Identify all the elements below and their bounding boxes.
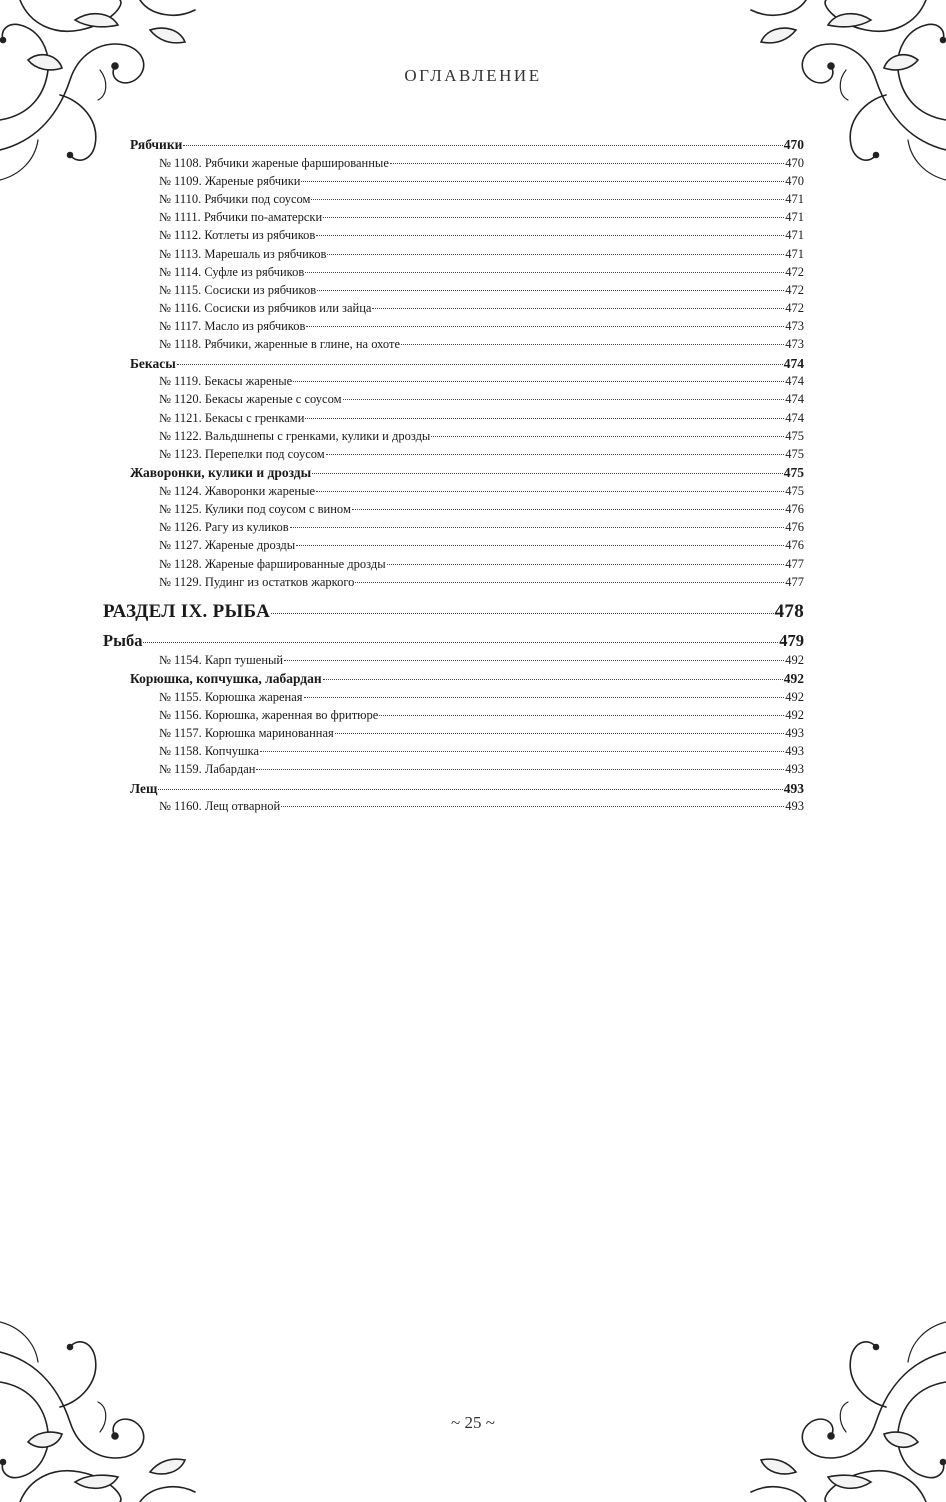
toc-title: Бекасы bbox=[130, 355, 176, 371]
dot-leader bbox=[343, 399, 785, 400]
toc-title: № 1122. Вальдшнепы с гренками, кулики и дрозды bbox=[159, 428, 431, 443]
dot-leader bbox=[401, 344, 784, 345]
dot-leader bbox=[312, 473, 783, 474]
toc-title: № 1160. Лещ отварной bbox=[159, 799, 281, 814]
toc-entry bbox=[130, 575, 804, 593]
dot-leader bbox=[284, 660, 784, 661]
toc-entry bbox=[130, 502, 804, 520]
dot-leader bbox=[305, 418, 784, 419]
toc-page-number: 472 bbox=[785, 282, 804, 297]
toc-title: Рыба bbox=[103, 630, 143, 650]
toc-entry bbox=[130, 799, 804, 817]
dot-leader bbox=[316, 235, 784, 236]
dot-leader bbox=[316, 491, 784, 492]
dot-leader bbox=[301, 181, 784, 182]
toc-title: № 1124. Жаворонки жареные bbox=[159, 483, 316, 498]
toc-entry bbox=[130, 374, 804, 392]
toc-entry bbox=[130, 192, 804, 210]
dot-leader bbox=[281, 806, 784, 807]
toc-page-number: 470 bbox=[785, 155, 804, 170]
toc-sub bbox=[130, 356, 804, 375]
dot-leader bbox=[306, 326, 784, 327]
toc-page-number: 471 bbox=[785, 191, 804, 206]
dot-leader bbox=[387, 564, 785, 565]
toc-title: № 1155. Корюшка жареная bbox=[159, 689, 303, 704]
dot-leader bbox=[323, 217, 784, 218]
dot-leader bbox=[431, 436, 784, 437]
dot-leader bbox=[271, 613, 773, 614]
toc-title: Лещ bbox=[130, 780, 158, 796]
dot-leader bbox=[323, 679, 783, 680]
toc-page-number: 473 bbox=[785, 319, 804, 334]
toc-entry bbox=[130, 337, 804, 355]
toc-entry bbox=[130, 301, 804, 319]
table-of-contents bbox=[103, 137, 804, 817]
dot-leader bbox=[390, 163, 784, 164]
toc-title: № 1156. Корюшка, жаренная во фритюре bbox=[159, 707, 379, 722]
toc-page-number: 472 bbox=[785, 264, 804, 279]
toc-entry bbox=[130, 762, 804, 780]
toc-entry bbox=[130, 247, 804, 265]
dot-leader bbox=[256, 769, 784, 770]
toc-page-number: 474 bbox=[783, 355, 804, 371]
toc-entry bbox=[130, 283, 804, 301]
dot-leader bbox=[143, 642, 778, 643]
toc-entry bbox=[130, 708, 804, 726]
toc-page-number: 477 bbox=[785, 556, 804, 571]
toc-entry bbox=[130, 210, 804, 228]
toc-page-number: 472 bbox=[785, 301, 804, 316]
toc-entry bbox=[130, 228, 804, 246]
toc-sub bbox=[130, 781, 804, 800]
toc-page-number: 470 bbox=[785, 173, 804, 188]
toc-page-number: 493 bbox=[785, 726, 804, 741]
toc-page-number: 492 bbox=[785, 689, 804, 704]
toc-sub bbox=[130, 137, 804, 156]
toc-page-number: 474 bbox=[785, 410, 804, 425]
dot-leader bbox=[317, 290, 784, 291]
toc-title: № 1125. Кулики под соусом с вином bbox=[159, 501, 351, 516]
dot-leader bbox=[355, 582, 784, 583]
running-head: ОГЛАВЛЕНИЕ bbox=[404, 66, 542, 85]
toc-title: № 1108. Рябчики жареные фаршированные bbox=[159, 155, 389, 170]
toc-title: № 1120. Бекасы жареные с соусом bbox=[159, 392, 342, 407]
toc-page-number: 492 bbox=[785, 652, 804, 667]
dot-leader bbox=[372, 308, 784, 309]
toc-entry bbox=[130, 484, 804, 502]
toc-title: № 1111. Рябчики по-аматерски bbox=[159, 210, 323, 225]
toc-page-number: 470 bbox=[783, 137, 804, 152]
toc-page-number: 493 bbox=[783, 780, 804, 796]
dot-leader bbox=[352, 509, 784, 510]
toc-page-number: 478 bbox=[774, 600, 804, 622]
toc-title: № 1115. Сосиски из рябчиков bbox=[159, 282, 317, 297]
toc-title: № 1129. Пудинг из остатков жаркого bbox=[159, 574, 355, 589]
dot-leader bbox=[158, 789, 782, 790]
toc-page-number: 475 bbox=[785, 447, 804, 461]
toc-entry bbox=[130, 429, 804, 447]
dot-leader bbox=[335, 733, 784, 734]
toc-title: № 1121. Бекасы с гренками bbox=[159, 410, 305, 425]
toc-title: № 1117. Масло из рябчиков bbox=[159, 319, 306, 334]
toc-title: № 1118. Рябчики, жаренные в глине, на охоте bbox=[159, 337, 401, 352]
toc-title: № 1159. Лабардан bbox=[159, 762, 256, 777]
toc-title: № 1116. Сосиски из рябчиков или зайца bbox=[159, 301, 372, 316]
toc-title: РАЗДЕЛ IX. РЫБА bbox=[103, 600, 271, 622]
toc-title: № 1126. Рагу из куликов bbox=[159, 520, 289, 535]
toc-page-number: 492 bbox=[783, 671, 804, 687]
toc-page-number: 474 bbox=[785, 374, 804, 389]
toc-page-number: 493 bbox=[785, 799, 804, 814]
toc-page-number: 473 bbox=[785, 337, 804, 352]
toc-title: № 1119. Бекасы жареные bbox=[159, 374, 293, 389]
toc-entry bbox=[130, 411, 804, 429]
toc-page-number: 475 bbox=[785, 483, 804, 498]
toc-title: № 1113. Марешаль из рябчиков bbox=[159, 246, 327, 261]
dot-leader bbox=[290, 527, 785, 528]
toc-entry bbox=[130, 319, 804, 337]
toc-entry bbox=[130, 538, 804, 556]
toc-title: № 1114. Суфле из рябчиков bbox=[159, 264, 305, 279]
dot-leader bbox=[305, 272, 784, 273]
dot-leader bbox=[311, 199, 784, 200]
toc-entry bbox=[130, 156, 804, 174]
toc-major bbox=[103, 631, 804, 653]
toc-title: № 1157. Корюшка маринованная bbox=[159, 726, 334, 741]
toc-sub bbox=[130, 671, 804, 690]
toc-page-number: 474 bbox=[785, 392, 804, 407]
dot-leader bbox=[326, 454, 785, 455]
toc-page-number: 471 bbox=[785, 228, 804, 243]
toc-page-number: 477 bbox=[785, 574, 804, 589]
toc-entry bbox=[130, 726, 804, 744]
toc-title: № 1158. Копчушка bbox=[159, 744, 260, 759]
toc-page-number: 471 bbox=[785, 246, 804, 261]
toc-title: № 1127. Жареные дрозды bbox=[159, 538, 296, 553]
toc-title: Жаворонки, кулики и дрозды bbox=[130, 465, 312, 481]
toc-page-number: 479 bbox=[779, 630, 804, 650]
dot-leader bbox=[177, 364, 783, 365]
toc-title: № 1123. Перепелки под соусом bbox=[159, 447, 325, 461]
toc-page-number: 493 bbox=[785, 762, 804, 777]
toc-page-number: 492 bbox=[785, 707, 804, 722]
toc-entry bbox=[130, 520, 804, 538]
toc-entry bbox=[130, 392, 804, 410]
dot-leader bbox=[183, 145, 782, 146]
toc-title: № 1154. Карп тушеный bbox=[159, 652, 284, 667]
toc-page-number: 476 bbox=[785, 520, 804, 535]
dot-leader bbox=[379, 715, 784, 716]
toc-entry bbox=[130, 744, 804, 762]
toc-page-number: 476 bbox=[785, 501, 804, 516]
dot-leader bbox=[304, 697, 785, 698]
toc-sub bbox=[130, 465, 804, 484]
toc-page-number: 471 bbox=[785, 210, 804, 225]
toc-entry bbox=[130, 690, 804, 708]
toc-section bbox=[103, 601, 804, 631]
toc-title: № 1109. Жареные рябчики bbox=[159, 173, 301, 188]
toc-entry bbox=[130, 447, 804, 465]
toc-page-number: 476 bbox=[785, 538, 804, 553]
dot-leader bbox=[327, 254, 784, 255]
toc-page-number: 493 bbox=[785, 744, 804, 759]
dot-leader bbox=[260, 751, 784, 752]
toc-title: № 1110. Рябчики под соусом bbox=[159, 191, 311, 206]
dot-leader bbox=[293, 381, 784, 382]
toc-title: № 1128. Жареные фаршированные дрозды bbox=[159, 556, 386, 571]
dot-leader bbox=[296, 545, 784, 546]
toc-page-number: 475 bbox=[783, 465, 804, 481]
floral-corner-ornament-icon bbox=[736, 1302, 946, 1502]
toc-title: Корюшка, копчушка, лабардан bbox=[130, 671, 322, 687]
toc-title: Рябчики bbox=[130, 137, 183, 152]
toc-entry bbox=[130, 174, 804, 192]
toc-entry bbox=[130, 557, 804, 575]
toc-page-number: 475 bbox=[785, 428, 804, 443]
toc-entry bbox=[130, 265, 804, 283]
floral-corner-ornament-icon bbox=[0, 1302, 210, 1502]
toc-entry bbox=[130, 653, 804, 671]
page-number: ~ 25 ~ bbox=[451, 1413, 495, 1432]
toc-title: № 1112. Котлеты из рябчиков bbox=[159, 228, 316, 243]
